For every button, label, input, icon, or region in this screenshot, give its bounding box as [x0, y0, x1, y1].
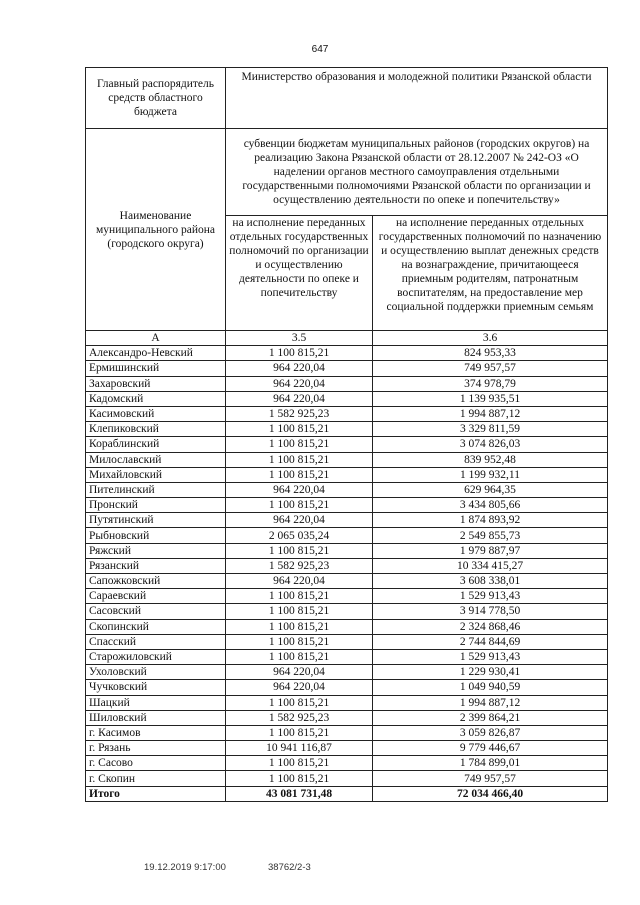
district-column-header: Наименование муниципального района (городского округа)	[86, 129, 226, 331]
table-row	[86, 589, 608, 604]
table-row	[86, 452, 608, 467]
value-guardianship: 964 220,04	[226, 391, 373, 406]
value-guardianship: 1 100 815,21	[226, 756, 373, 771]
district-name: Сапожковский	[86, 574, 226, 589]
table-row	[86, 756, 608, 771]
value-guardianship: 1 100 815,21	[226, 437, 373, 452]
column-code-2: 3.6	[373, 331, 608, 346]
district-name: Спасский	[86, 634, 226, 649]
value-guardianship: 1 100 815,21	[226, 604, 373, 619]
district-name: Касимовский	[86, 406, 226, 421]
district-name: Путятинский	[86, 513, 226, 528]
district-name: Итого	[86, 786, 226, 801]
value-foster-payments: 3 914 778,50	[373, 604, 608, 619]
value-foster-payments: 824 953,33	[373, 346, 608, 361]
value-guardianship: 1 100 815,21	[226, 771, 373, 786]
value-guardianship: 1 100 815,21	[226, 634, 373, 649]
district-name: Сараевский	[86, 589, 226, 604]
value-guardianship: 1 100 815,21	[226, 467, 373, 482]
table-row	[86, 558, 608, 573]
district-name: Рязанский	[86, 558, 226, 573]
district-name: Пителинский	[86, 482, 226, 497]
value-foster-payments: 72 034 466,40	[373, 786, 608, 801]
district-name: Михайловский	[86, 467, 226, 482]
column-header-guardianship: на исполнение переданных отдельных государственных полномочий по организации и осуществлению деятельности по опеке и попечительству	[226, 216, 373, 331]
value-guardianship: 964 220,04	[226, 680, 373, 695]
value-foster-payments: 1 994 887,12	[373, 695, 608, 710]
column-header-foster-payments: на исполнение переданных отдельных государственных полномочий по назначению и осуществлению выплат денежных средств на вознаграждение, причитающееся приемным родителям, патронатным воспитателям, на предоставление мер социальной поддержки приемным семьям	[373, 216, 608, 331]
value-guardianship: 1 100 815,21	[226, 725, 373, 740]
table-row	[86, 680, 608, 695]
table-row	[86, 695, 608, 710]
value-foster-payments: 1 529 913,43	[373, 649, 608, 664]
value-foster-payments: 1 784 899,01	[373, 756, 608, 771]
value-foster-payments: 2 324 868,46	[373, 619, 608, 634]
footer-timestamp: 19.12.2019 9:17:00	[144, 862, 226, 873]
district-name: Клепиковский	[86, 422, 226, 437]
value-guardianship: 1 582 925,23	[226, 710, 373, 725]
value-foster-payments: 2 399 864,21	[373, 710, 608, 725]
value-guardianship: 1 100 815,21	[226, 589, 373, 604]
table-row	[86, 634, 608, 649]
value-foster-payments: 1 874 893,92	[373, 513, 608, 528]
value-guardianship: 1 100 815,21	[226, 649, 373, 664]
value-foster-payments: 3 434 805,66	[373, 498, 608, 513]
value-guardianship: 964 220,04	[226, 574, 373, 589]
value-guardianship: 43 081 731,48	[226, 786, 373, 801]
value-guardianship: 1 100 815,21	[226, 543, 373, 558]
grbs-label: Главный распорядитель средств областного бюджета	[86, 68, 226, 129]
subvention-title: субвенции бюджетам муниципальных районов (городских округов) на реализацию Закона Рязанской области от 28.12.2007 № 242-ОЗ «О наделении органов местного самоуправления отдельными государственными полномочиями Рязанской области по организации и осуществлению деятельности по опеке и попечительству»	[226, 129, 608, 216]
value-guardianship: 1 100 815,21	[226, 498, 373, 513]
table-row	[86, 467, 608, 482]
table-row	[86, 725, 608, 740]
value-foster-payments: 2 744 844,69	[373, 634, 608, 649]
district-name: г. Скопин	[86, 771, 226, 786]
subvention-table	[85, 67, 608, 802]
value-foster-payments: 374 978,79	[373, 376, 608, 391]
table-row	[86, 665, 608, 680]
value-foster-payments: 3 608 338,01	[373, 574, 608, 589]
district-name: Кораблинский	[86, 437, 226, 452]
value-foster-payments: 10 334 415,27	[373, 558, 608, 573]
table-row	[86, 391, 608, 406]
footer-doc-id: 38762/2-3	[268, 862, 311, 873]
table-row	[86, 513, 608, 528]
value-foster-payments: 9 779 446,67	[373, 741, 608, 756]
value-foster-payments: 1 994 887,12	[373, 406, 608, 421]
table-row	[86, 376, 608, 391]
table-row	[86, 741, 608, 756]
value-foster-payments: 629 964,35	[373, 482, 608, 497]
value-foster-payments: 1 979 887,97	[373, 543, 608, 558]
table-row	[86, 771, 608, 786]
column-code-a: А	[86, 331, 226, 346]
value-foster-payments: 1 529 913,43	[373, 589, 608, 604]
column-code-1: 3.5	[226, 331, 373, 346]
value-guardianship: 964 220,04	[226, 376, 373, 391]
value-guardianship: 2 065 035,24	[226, 528, 373, 543]
district-name: Ухоловский	[86, 665, 226, 680]
ministry-name: Министерство образования и молодежной политики Рязанской области	[226, 68, 608, 129]
total-row	[86, 786, 608, 801]
value-foster-payments: 1 139 935,51	[373, 391, 608, 406]
district-name: г. Рязань	[86, 741, 226, 756]
value-guardianship: 1 100 815,21	[226, 422, 373, 437]
district-name: Рыбновский	[86, 528, 226, 543]
district-name: Шацкий	[86, 695, 226, 710]
table-row	[86, 482, 608, 497]
district-name: Чучковский	[86, 680, 226, 695]
district-name: Сасовский	[86, 604, 226, 619]
district-name: Старожиловский	[86, 649, 226, 664]
table-row	[86, 498, 608, 513]
page-number: 647	[311, 44, 329, 55]
value-guardianship: 1 100 815,21	[226, 695, 373, 710]
district-name: г. Касимов	[86, 725, 226, 740]
value-guardianship: 1 582 925,23	[226, 558, 373, 573]
table-row	[86, 528, 608, 543]
district-name: Пронский	[86, 498, 226, 513]
table-row	[86, 406, 608, 421]
value-foster-payments: 3 329 811,59	[373, 422, 608, 437]
district-name: Ряжский	[86, 543, 226, 558]
value-foster-payments: 2 549 855,73	[373, 528, 608, 543]
value-foster-payments: 3 074 826,03	[373, 437, 608, 452]
table-row	[86, 422, 608, 437]
table-row	[86, 361, 608, 376]
value-foster-payments: 1 199 932,11	[373, 467, 608, 482]
value-foster-payments: 1 229 930,41	[373, 665, 608, 680]
district-name: г. Сасово	[86, 756, 226, 771]
district-name: Милославский	[86, 452, 226, 467]
value-guardianship: 1 582 925,23	[226, 406, 373, 421]
table-row	[86, 619, 608, 634]
value-guardianship: 1 100 815,21	[226, 619, 373, 634]
value-guardianship: 1 100 815,21	[226, 452, 373, 467]
district-name: Шиловский	[86, 710, 226, 725]
table-row	[86, 710, 608, 725]
value-foster-payments: 749 957,57	[373, 771, 608, 786]
value-foster-payments: 1 049 940,59	[373, 680, 608, 695]
value-foster-payments: 3 059 826,87	[373, 725, 608, 740]
district-name: Скопинский	[86, 619, 226, 634]
table-row	[86, 649, 608, 664]
table-row	[86, 437, 608, 452]
value-guardianship: 964 220,04	[226, 361, 373, 376]
table-row	[86, 574, 608, 589]
value-foster-payments: 749 957,57	[373, 361, 608, 376]
value-guardianship: 964 220,04	[226, 482, 373, 497]
district-name: Александро-Невский	[86, 346, 226, 361]
value-guardianship: 1 100 815,21	[226, 346, 373, 361]
table-row	[86, 543, 608, 558]
value-guardianship: 964 220,04	[226, 513, 373, 528]
district-name: Кадомский	[86, 391, 226, 406]
table-row	[86, 604, 608, 619]
value-foster-payments: 839 952,48	[373, 452, 608, 467]
table-row	[86, 346, 608, 361]
district-name: Ермишинский	[86, 361, 226, 376]
value-guardianship: 964 220,04	[226, 665, 373, 680]
district-name: Захаровский	[86, 376, 226, 391]
value-guardianship: 10 941 116,87	[226, 741, 373, 756]
